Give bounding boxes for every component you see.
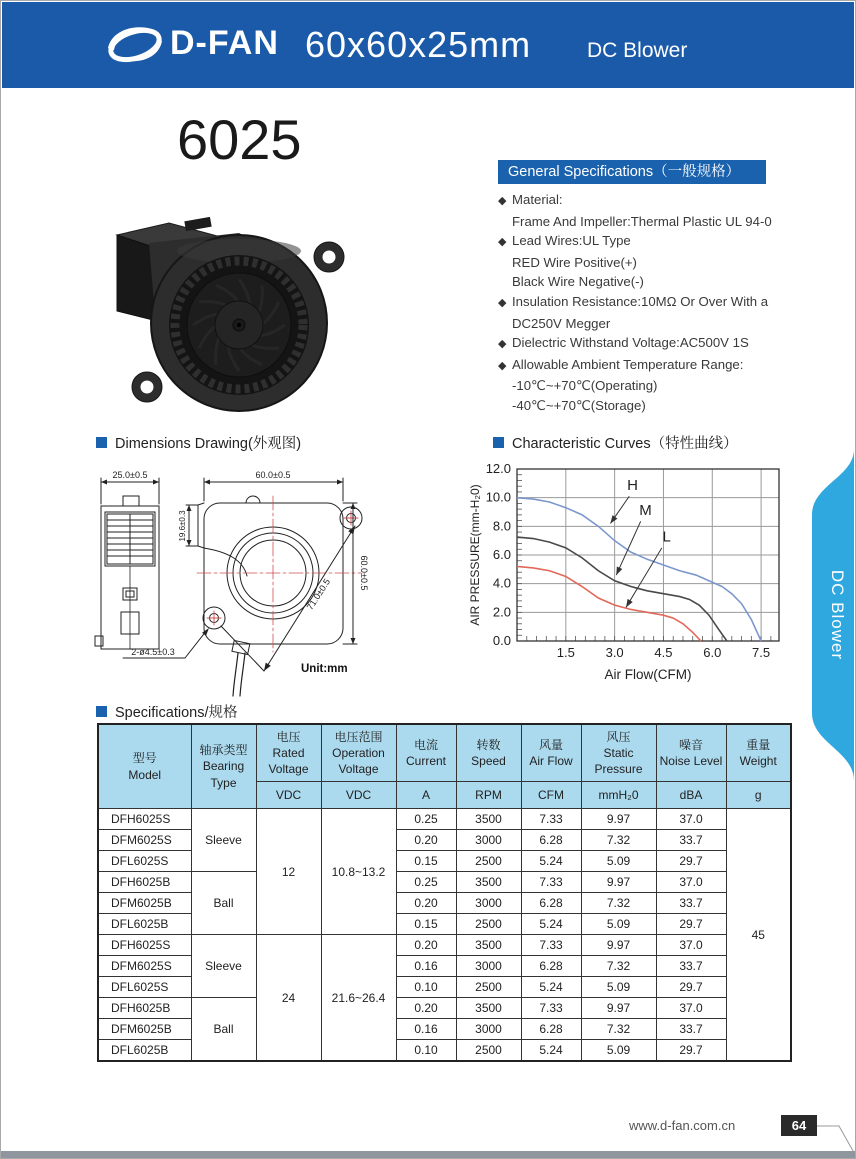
column-unit: g [726,782,791,809]
cell-air-flow: 5.24 [521,914,581,935]
table-row [98,935,791,956]
spec-line [498,190,808,212]
section-bullet-icon [96,437,107,448]
column-header-zh: 电压 [276,729,301,744]
specs-section-title: Specifications/规格 [115,705,238,721]
spec-line-text: Black Wire Negative(-) [512,274,644,290]
cell-speed: 2500 [456,851,521,872]
spec-line [498,253,808,273]
spec-line-text: Dielectric Withstand Voltage:AC500V 1S [512,335,749,351]
column-header-zh: 风量 [538,737,563,752]
cell-static-pressure: 5.09 [581,977,656,998]
y-tick-label: 10.0 [485,489,511,505]
x-tick-label: 6.0 [703,645,722,660]
column-header [656,724,726,782]
cell-current: 0.10 [396,1040,456,1062]
cell-speed: 3000 [456,830,521,851]
curve-label-M: M [639,501,652,519]
column-header [191,724,256,809]
x-tick-label: 1.5 [556,645,575,660]
column-header-en: Bearing Type [202,759,245,790]
cell-model: DFM6025B [98,893,191,914]
column-header-en: Noise Level [659,754,723,768]
cell-speed: 3500 [456,872,521,893]
y-tick-label: 0.0 [492,633,511,648]
diamond-bullet-icon: ◆ [498,195,507,207]
cell-rated-voltage: 24 [256,935,321,1062]
cell-operation-voltage: 21.6~26.4 [321,935,396,1062]
y-axis-label: AIR PRESSURE(mm-H₂0) [468,484,482,626]
spec-line-text: RED Wire Positive(+) [512,254,637,270]
spec-line-text: -40℃~+70℃(Storage) [512,397,646,413]
y-tick-label: 8.0 [492,518,511,534]
spec-line [498,272,808,292]
curve-label-L: L [662,528,671,546]
header-product-type: DC Blower [587,39,688,62]
cell-static-pressure: 5.09 [581,914,656,935]
page-title: 6025 [177,108,302,171]
cell-air-flow: 5.24 [521,851,581,872]
cell-static-pressure: 7.32 [581,956,656,977]
spec-line-text: Allowable Ambient Temperature Range: [512,356,744,372]
cell-speed: 2500 [456,1040,521,1062]
specifications-table [97,723,792,1062]
cell-bearing-type: Ball [191,872,256,935]
cell-speed: 2500 [456,977,521,998]
column-header-en: Operation Voltage [332,745,385,777]
column-header-zh: 风压 [606,729,631,744]
cell-noise-level: 33.7 [656,1019,726,1040]
cell-current: 0.20 [396,935,456,956]
column-unit: RPM [456,782,521,809]
column-unit: mmH₂0 [581,782,656,809]
column-unit: CFM [521,782,581,809]
column-header-en: Rated Voltage [268,745,309,777]
cell-static-pressure: 5.09 [581,851,656,872]
cell-current: 0.16 [396,956,456,977]
x-axis-label: Air Flow(CFM) [604,667,692,682]
spec-line-text: Frame And Impeller:Thermal Plastic UL 94-0 [512,213,772,229]
header-bar [2,2,854,88]
cell-noise-level: 37.0 [656,872,726,893]
cell-air-flow: 7.33 [521,809,581,830]
cell-model: DFM6025S [98,956,191,977]
side-tab [802,449,854,781]
cell-current: 0.25 [396,872,456,893]
side-tab-label: DC Blower [828,569,847,661]
cell-noise-level: 33.7 [656,830,726,851]
column-header [98,724,191,809]
cell-speed: 3000 [456,893,521,914]
cell-noise-level: 29.7 [656,914,726,935]
cell-current: 0.20 [396,830,456,851]
cell-static-pressure: 7.32 [581,893,656,914]
cell-model: DFL6025B [98,1040,191,1062]
page-bottom-edge [1,1151,855,1158]
column-unit: VDC [256,782,321,809]
x-tick-label: 4.5 [654,645,673,660]
cell-bearing-type: Sleeve [191,809,256,872]
cell-static-pressure: 9.97 [581,809,656,830]
cell-air-flow: 6.28 [521,956,581,977]
dim-front-width: 60.0±0.5 [255,470,291,480]
cell-bearing-type: Sleeve [191,935,256,998]
curves-svg [463,457,801,697]
cell-static-pressure: 5.09 [581,1040,656,1062]
footer-website: www.d-fan.com.cn [629,1118,736,1133]
column-unit: dBA [656,782,726,809]
cell-bearing-type: Ball [191,998,256,1062]
column-header-en: Weight [739,754,777,768]
section-bullet-icon [493,437,504,448]
cell-model: DFM6025S [98,830,191,851]
column-header-zh: 噪音 [678,737,703,752]
column-header-zh: 转数 [476,737,501,752]
cell-static-pressure: 7.32 [581,1019,656,1040]
arrowhead-icon [610,515,617,523]
column-header-en: Current [405,754,446,768]
cell-speed: 3000 [456,956,521,977]
column-header-zh: 重量 [746,737,771,752]
header-size: 60x60x25mm [305,24,532,65]
cell-current: 0.16 [396,1019,456,1040]
spec-line-text: -10℃~+70℃(Operating) [512,378,658,394]
diamond-bullet-icon: ◆ [498,359,507,372]
cell-noise-level: 37.0 [656,935,726,956]
characteristic-curves-chart [463,457,801,697]
cell-noise-level: 29.7 [656,1040,726,1062]
cell-static-pressure: 9.97 [581,872,656,893]
cell-noise-level: 29.7 [656,977,726,998]
footer-page-number: 64 [781,1115,817,1136]
cell-speed: 3500 [456,998,521,1019]
cell-current: 0.20 [396,998,456,1019]
column-header-zh: 型号 [132,751,157,766]
spec-line-text: Material: [512,192,563,207]
column-unit: A [396,782,456,809]
cell-current: 0.10 [396,977,456,998]
brand-name: D-FAN [170,24,279,62]
cell-air-flow: 6.28 [521,830,581,851]
cell-air-flow: 7.33 [521,998,581,1019]
arrowhead-icon [616,567,622,576]
cell-static-pressure: 7.32 [581,830,656,851]
dimensions-drawing [93,456,463,701]
column-header-en: Speed [471,754,506,768]
spec-line-text: DC250V Megger [512,315,611,331]
spec-line [498,212,808,232]
cell-current: 0.15 [396,914,456,935]
dfan-logo-icon [104,22,166,68]
table-row [98,872,791,893]
column-header-zh: 轴承类型 [199,743,248,758]
spec-line [498,396,808,416]
column-header-en: Air Flow [529,754,573,768]
dim-front-height: 60.0±0.5 [359,555,369,591]
column-unit: VDC [321,782,396,809]
arrowhead-icon [626,599,633,607]
spec-line [498,292,808,314]
dim-diagonal: 71.0±0.5 [304,576,333,612]
spec-line [498,376,808,396]
x-tick-label: 3.0 [605,645,624,660]
cell-speed: 3500 [456,935,521,956]
cell-air-flow: 6.28 [521,893,581,914]
column-header [581,724,656,782]
section-bullet-icon [96,706,107,717]
cell-model: DFH6025S [98,809,191,830]
cell-speed: 3000 [456,1019,521,1040]
cell-weight: 45 [726,809,791,1062]
spec-line [498,355,808,377]
curve-label-H: H [627,476,638,494]
cell-noise-level: 37.0 [656,998,726,1019]
cell-air-flow: 7.33 [521,935,581,956]
product-photo [89,193,364,415]
table-row [98,809,791,830]
cell-model: DFM6025B [98,1019,191,1040]
column-header-zh: 电流 [413,737,438,752]
cell-model: DFH6025B [98,998,191,1019]
dim-holes: 2-ø4.5±0.3 [131,647,175,657]
general-specs-list [498,190,808,416]
cell-air-flow: 5.24 [521,1040,581,1062]
cell-model: DFL6025S [98,851,191,872]
cell-noise-level: 37.0 [656,809,726,830]
centerlines [197,496,361,652]
dim-inlet-depth: 19.6±0.3 [178,510,187,542]
dim-side-width: 25.0±0.5 [112,470,148,480]
table-row [98,998,791,1019]
cell-rated-voltage: 12 [256,809,321,935]
y-tick-label: 4.0 [492,575,511,591]
cell-air-flow: 6.28 [521,1019,581,1040]
spec-line-text: Lead Wires:UL Type [512,233,631,249]
cell-noise-level: 29.7 [656,851,726,872]
cell-model: DFH6025B [98,872,191,893]
curves-section-title: Characteristic Curves（特性曲线） [512,436,738,452]
specs-section-header [96,701,238,722]
column-header [726,724,791,782]
y-tick-label: 2.0 [492,604,511,620]
spec-line [498,333,808,355]
unit-note: Unit:mm [301,663,348,675]
cell-model: DFH6025S [98,935,191,956]
curves-section-header [493,432,738,453]
cell-model: DFL6025S [98,977,191,998]
column-header-en: Static Pressure [594,745,643,777]
column-header [521,724,581,782]
dimensions-section-header [96,432,301,453]
spec-line-text: Insulation Resistance:10MΩ Or Over With a [512,293,769,309]
column-header-en: Model [128,767,162,782]
cell-noise-level: 33.7 [656,893,726,914]
cell-current: 0.20 [396,893,456,914]
cell-current: 0.25 [396,809,456,830]
x-tick-label: 7.5 [752,645,771,660]
general-specs-title: General Specifications（一般规格） [498,160,766,184]
spec-line [498,314,808,334]
diamond-bullet-icon: ◆ [498,236,507,249]
column-header [256,724,321,782]
cell-static-pressure: 9.97 [581,998,656,1019]
column-header-zh: 电压范围 [334,729,383,744]
column-header [321,724,396,782]
cell-air-flow: 5.24 [521,977,581,998]
diamond-bullet-icon: ◆ [498,296,507,309]
cell-noise-level: 33.7 [656,956,726,977]
cell-current: 0.15 [396,851,456,872]
cell-speed: 3500 [456,809,521,830]
cell-static-pressure: 9.97 [581,935,656,956]
curve-M [517,537,727,641]
curve-H [517,498,761,641]
cell-model: DFL6025B [98,914,191,935]
column-header [456,724,521,782]
dimensions-section-title: Dimensions Drawing(外观图) [115,436,302,452]
y-tick-label: 6.0 [492,547,511,562]
spec-line [498,231,808,253]
cell-speed: 2500 [456,914,521,935]
column-header [396,724,456,782]
y-tick-label: 12.0 [485,461,511,476]
diamond-bullet-icon: ◆ [498,338,507,351]
cell-air-flow: 7.33 [521,872,581,893]
cell-operation-voltage: 10.8~13.2 [321,809,396,935]
